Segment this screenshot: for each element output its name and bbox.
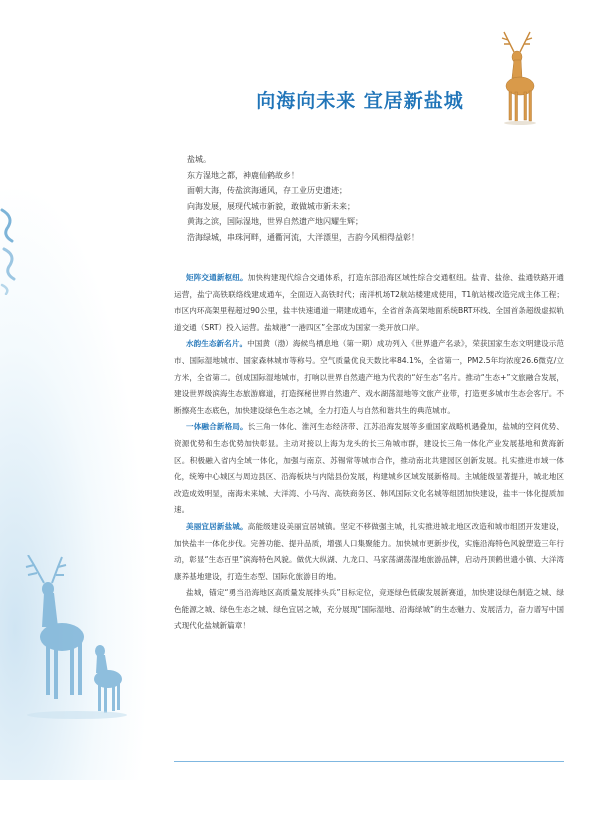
paragraph-text: 加快构建现代综合交通体系，打造东部沿海区域性综合交通枢纽。盐青、盐徐、盐通铁路开通运营，盐宁高铁联络线建成通车，全面迈入高铁时代；南洋机场T2航站楼建成使用，T1航站楼改造完成主体工程；市区内环高架里程超过90公里，盐丰快速通道一期建成通车，全省首条高架地面系统BRT环线、全国首条超级虚拟轨道交通（SRT）投入运营。盐城港“一港四区”全部成为国家一类开放口岸。 [174, 273, 564, 332]
poem-line: 东方湿地之都，神鹿仙鹤故乡！ [187, 170, 299, 180]
paragraph-transport [174, 270, 564, 336]
paragraph-text: 盐城，锚定“勇当沿海地区高质量发展排头兵”目标定位，竞逐绿色低碳发展新赛道，加快建设绿色制造之城、绿色能源之城、绿色生态之城、绿色宜居之城，充分展现“国际湿地、沿海绿城”的生态魅力、发展活力，奋力谱写中国式现代化盐城新篇章！ [174, 588, 564, 631]
brush-stroke-decoration [0, 205, 22, 295]
body-text [174, 270, 564, 635]
paragraph-integration [174, 419, 564, 519]
poem-block [187, 152, 567, 245]
paragraph-text: 长三角一体化、淮河生态经济带、江苏沿海发展等多重国家战略机遇叠加，盐城的空间优势、资源优势和生态优势加快彰显。主动对接以上海为龙头的长三角城市群，建设长三角一体化产业发展基地和黄海新区。积极融入省内全域一体化，加强与南京、苏锡常等城市合作，推动南北共建园区创新发展。扎实推进市域一体化，统筹中心城区与周边县区、沿海板块与内陆县份发展，构建城乡区域发展新格局。主城能级显著提升，城北地区改造成效明显，南海未来城、大洋湾、小马沟、高铁商务区、韩风国际文化名城等组团加快建设，盐丰一体化提质加速。 [174, 422, 564, 515]
poem-line: 向海发展，展现代城市新貌，敢做城市新未来； [187, 201, 355, 211]
paragraph-heading: 矩阵交通新枢纽。 [186, 273, 248, 282]
paragraph-text: 高能级建设美丽宜居城镇。坚定不移做强主城，扎实推进城北地区改造和城市组团开发建设，加快盐丰一体化步伐。完善功能、提升品质，增强人口集聚能力。加快城市更新步伐，实施沿海特色风貌塑造三年行动，彰显“生态百里”滨海特色风貌。做优大纵湖、九龙口、马家荡湖荡湿地旅游品牌，启动丹顶鹤世遗小镇、大洋湾康养基地建设，打造生态型、国际化旅游目的地。 [174, 521, 564, 581]
golden-deer-icon [492, 30, 548, 128]
paragraph-livable [174, 519, 564, 585]
poem-line: 面朝大海，传盐滨海通风，存工业历史遗迹； [187, 186, 347, 195]
paragraph-ecology [174, 336, 564, 419]
page-title: 向海向未来 宜居新盐城 [256, 90, 464, 112]
paragraph-conclusion [174, 585, 564, 635]
paragraph-heading: 一体融合新格局。 [186, 422, 248, 432]
blue-deer-icon [22, 555, 127, 720]
paragraph-text: 中国黄（渤）海候鸟栖息地（第一期）成功列入《世界遗产名录》，荣获国家生态文明建设示范市、国际湿地城市、国家森林城市等称号。空气质量优良天数比率84.1%，全省第一，PM2.5年均浓度26.6微克/立方米，全省第二。创成国际湿地城市，打响以世界自然遗产地为代表的“好生态”名片。推动“生态+”文旅融合发展，建设世界级滨海生态旅游廊道，打造探秘世界自然遗产、戏水湖荡湿地等文旅产业带，打造更多城市生态会客厅。不断擦亮生态底色，加快建设绿色生态之城，全力打造人与自然和谐共生的典范城市。 [174, 339, 564, 415]
poem-line: 盐城。 [187, 155, 211, 164]
bottom-divider [174, 761, 564, 762]
paragraph-heading: 美丽宜居新盐城。 [186, 521, 248, 531]
poem-line: 浩海绿城，串珠河畔，通衢河流，大洋漂里，吉韵今风相得益彰！ [187, 232, 419, 242]
poem-line: 黄海之滨，国际湿地，世界自然遗产地闪耀生辉； [187, 217, 363, 226]
paragraph-heading: 水韵生态新名片。 [186, 339, 248, 349]
